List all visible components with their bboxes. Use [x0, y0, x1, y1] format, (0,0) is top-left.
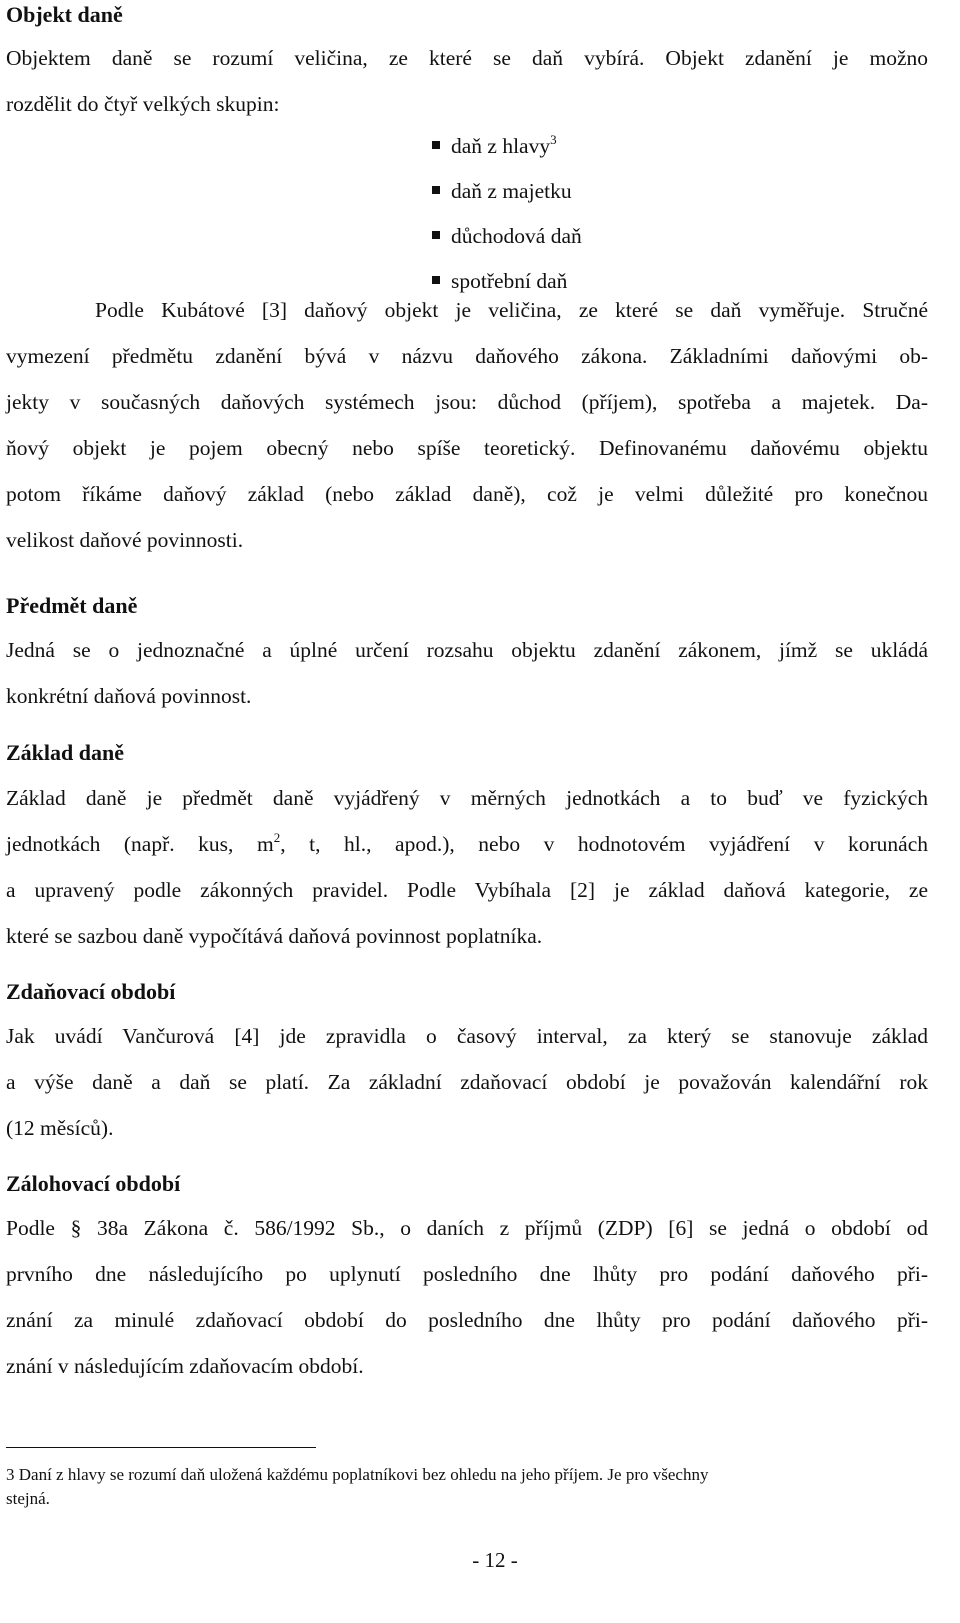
- list-item: daň z hlavy$^3$: [432, 133, 557, 159]
- footnote-line: 3 Daní z hlavy se rozumí daň uložená každému poplatníkovi bez ohledu na jeho příjem. Je pro všechny: [6, 1465, 709, 1484]
- page-number: - 12 -: [472, 1548, 518, 1572]
- heading-zaklad-dane: Základ daně: [6, 740, 124, 765]
- paragraph-line: potom říkáme daňový základ (nebo základ daně), což je velmi důležité pro konečnou: [6, 482, 928, 506]
- heading-predmet-dane: Předmět daně: [6, 593, 138, 618]
- paragraph-line: znání v následujícím zdaňovacím období.: [6, 1354, 364, 1378]
- paragraph-line: Podle § 38a Zákona č. 586/1992 Sb., o daních z příjmů (ZDP) [6] se jedná o období od: [6, 1216, 928, 1240]
- footnote-ref: 3: [550, 131, 557, 147]
- paragraph-line: a upravený podle zákonných pravidel. Podle Vybíhala [2] je základ daňová kategorie, ze: [6, 878, 928, 902]
- heading-objekt-dane: Objekt daně: [6, 2, 123, 27]
- square-bullet-icon: [432, 276, 440, 284]
- square-bullet-icon: [432, 186, 440, 194]
- paragraph-line: velikost daňové povinnosti.: [6, 528, 244, 552]
- square-bullet-icon: [432, 231, 440, 239]
- paragraph-line: ňový objekt je pojem obecný nebo spíše teoretický. Definovanému daňovému objektu: [6, 436, 928, 460]
- paragraph-line: vymezení předmětu zdanění bývá v názvu daňového zákona. Základními daňovými ob-: [6, 344, 928, 368]
- list-item: daň z majetku: [432, 178, 572, 204]
- footnote-separator: [6, 1447, 316, 1448]
- paragraph-line: znání za minulé zdaňovací období do posledního dne lhůty pro podání daňového při-: [6, 1308, 928, 1332]
- square-bullet-icon: [432, 141, 440, 149]
- footnote-line: stejná.: [6, 1489, 50, 1508]
- paragraph-line: rozdělit do čtyř velkých skupin:: [6, 92, 280, 116]
- paragraph-line: Jak uvádí Vančurová [4] jde zpravidla o časový interval, za který se stanovuje základ: [6, 1024, 928, 1048]
- paragraph-line: Objektem daně se rozumí veličina, ze které se daň vybírá. Objekt zdanění je možno: [6, 46, 928, 70]
- paragraph-line: konkrétní daňová povinnost.: [6, 684, 252, 708]
- paragraph-line: jednotkách (např. kus, $m^2$, t, hl., apod.), nebo v hodnotovém vyjádření v korunách: [6, 829, 929, 856]
- paragraph-line: Jedná se o jednoznačné a úplné určení rozsahu objektu zdanění zákonem, jímž se ukládá: [6, 638, 928, 662]
- paragraph-line: prvního dne následujícího po uplynutí posledního dne lhůty pro podání daňového při-: [6, 1262, 928, 1286]
- paragraph-line: jekty v současných daňových systémech jsou: důchod (příjem), spotřeba a majetek. Da-: [6, 390, 928, 414]
- superscript: 2: [273, 829, 281, 845]
- paragraph-line: Podle Kubátové [3] daňový objekt je veličina, ze které se daň vyměřuje. Stručné: [95, 298, 928, 322]
- paragraph-line: které se sazbou daně vypočítává daňová povinnost poplatníka.: [6, 924, 543, 948]
- heading-zalohovaci-obdobi: Zálohovací období: [6, 1171, 181, 1196]
- list-item: důchodová daň: [432, 223, 582, 249]
- paragraph-line: Základ daně je předmět daně vyjádřený v měrných jednotkách a to buď ve fyzických: [6, 786, 928, 810]
- heading-zdanovaci-obdobi: Zdaňovací období: [6, 979, 176, 1004]
- list-item: spotřební daň: [432, 268, 567, 294]
- paragraph-line: a výše daně a daň se platí. Za základní zdaňovací období je považován kalendářní rok: [6, 1070, 928, 1094]
- paragraph-line: (12 měsíců).: [6, 1116, 114, 1140]
